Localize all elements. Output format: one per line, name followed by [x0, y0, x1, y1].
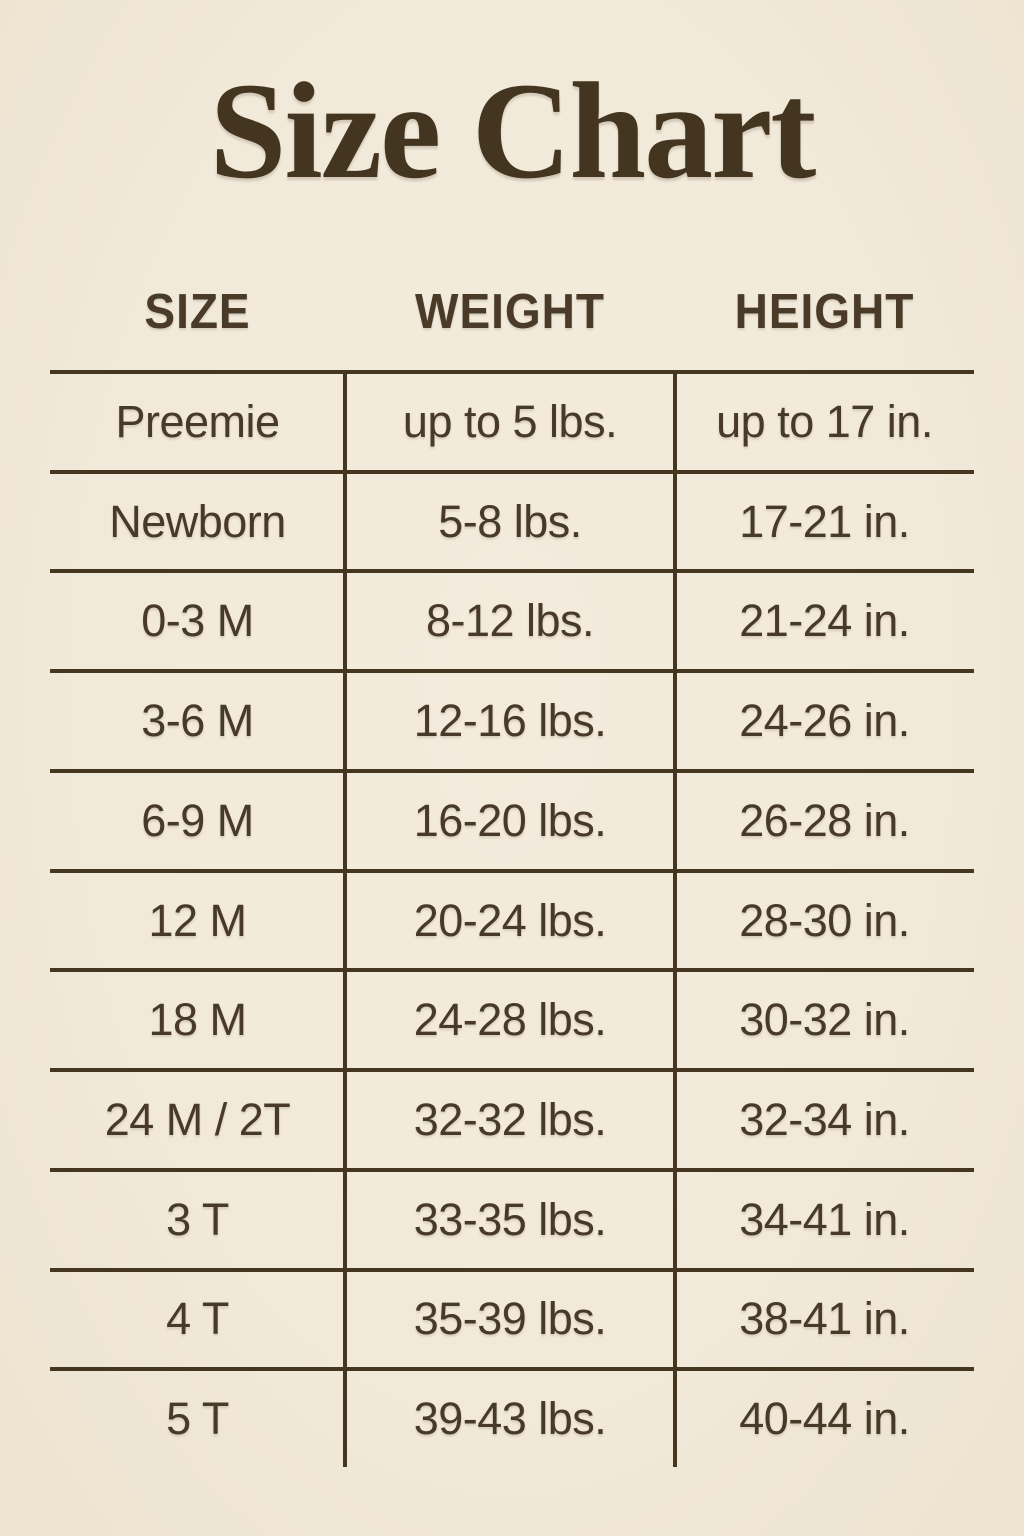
- cell-height: 32-34 in.: [739, 1094, 910, 1145]
- table-row-newborn: [50, 474, 974, 574]
- page-title: Size Chart: [209, 54, 815, 207]
- table-row-0-3m: [50, 573, 974, 673]
- table-row-3-6m: [50, 673, 974, 773]
- cell-size: 3 T: [166, 1193, 229, 1245]
- cell-size: 6-9 M: [141, 794, 254, 846]
- cell-size: 0-3 M: [141, 595, 254, 647]
- column-header-height: HEIGHT: [734, 285, 915, 339]
- cell-weight: up to 5 lbs.: [402, 395, 618, 447]
- cell-size: 4 T: [166, 1293, 229, 1345]
- cell-size: Newborn: [109, 495, 286, 547]
- table-row-12m: [50, 873, 974, 973]
- cell-size: 12 M: [148, 894, 247, 946]
- cell-height: up to 17 in.: [716, 395, 933, 447]
- table-row-24m-2t: [50, 1072, 974, 1172]
- cell-weight: 8-12 lbs.: [425, 595, 595, 647]
- table-row-5t: [50, 1371, 974, 1467]
- cell-height: 38-41 in.: [739, 1293, 910, 1345]
- cell-size: Preemie: [115, 395, 280, 447]
- table-row-preemie: [50, 374, 974, 474]
- cell-height: 26-28 in.: [739, 794, 910, 846]
- size-table: [50, 370, 974, 1467]
- cell-height: 40-44 in.: [739, 1393, 910, 1445]
- cell-size: 24 M / 2T: [104, 1094, 291, 1145]
- cell-weight: 16-20 lbs.: [413, 794, 607, 846]
- column-divider-1: [343, 374, 347, 1467]
- cell-weight: 5-8 lbs.: [438, 495, 582, 547]
- cell-height: 34-41 in.: [739, 1193, 910, 1245]
- column-header-size: SIZE: [144, 285, 251, 339]
- table-row-6-9m: [50, 773, 974, 873]
- cell-height: 21-24 in.: [739, 595, 910, 647]
- cell-weight: 35-39 lbs.: [413, 1293, 607, 1345]
- cell-size: 5 T: [166, 1393, 229, 1445]
- cell-height: 17-21 in.: [739, 495, 910, 547]
- column-header-weight: WEIGHT: [415, 285, 605, 339]
- table-row-4t: [50, 1272, 974, 1372]
- cell-weight: 39-43 lbs.: [413, 1393, 607, 1445]
- table-row-18m: [50, 972, 974, 1072]
- cell-size: 3-6 M: [141, 695, 254, 747]
- cell-weight: 20-24 lbs.: [413, 894, 607, 946]
- table-row-3t: [50, 1172, 974, 1272]
- cell-height: 30-32 in.: [739, 994, 910, 1046]
- cell-height: 24-26 in.: [739, 695, 910, 747]
- cell-weight: 24-28 lbs.: [413, 994, 607, 1046]
- column-divider-2: [673, 374, 677, 1467]
- cell-weight: 12-16 lbs.: [413, 695, 607, 747]
- cell-weight: 33-35 lbs.: [413, 1193, 607, 1245]
- cell-height: 28-30 in.: [739, 894, 910, 946]
- table-header-row: [50, 282, 974, 342]
- cell-weight: 32-32 lbs.: [413, 1094, 607, 1145]
- cell-size: 18 M: [148, 994, 247, 1046]
